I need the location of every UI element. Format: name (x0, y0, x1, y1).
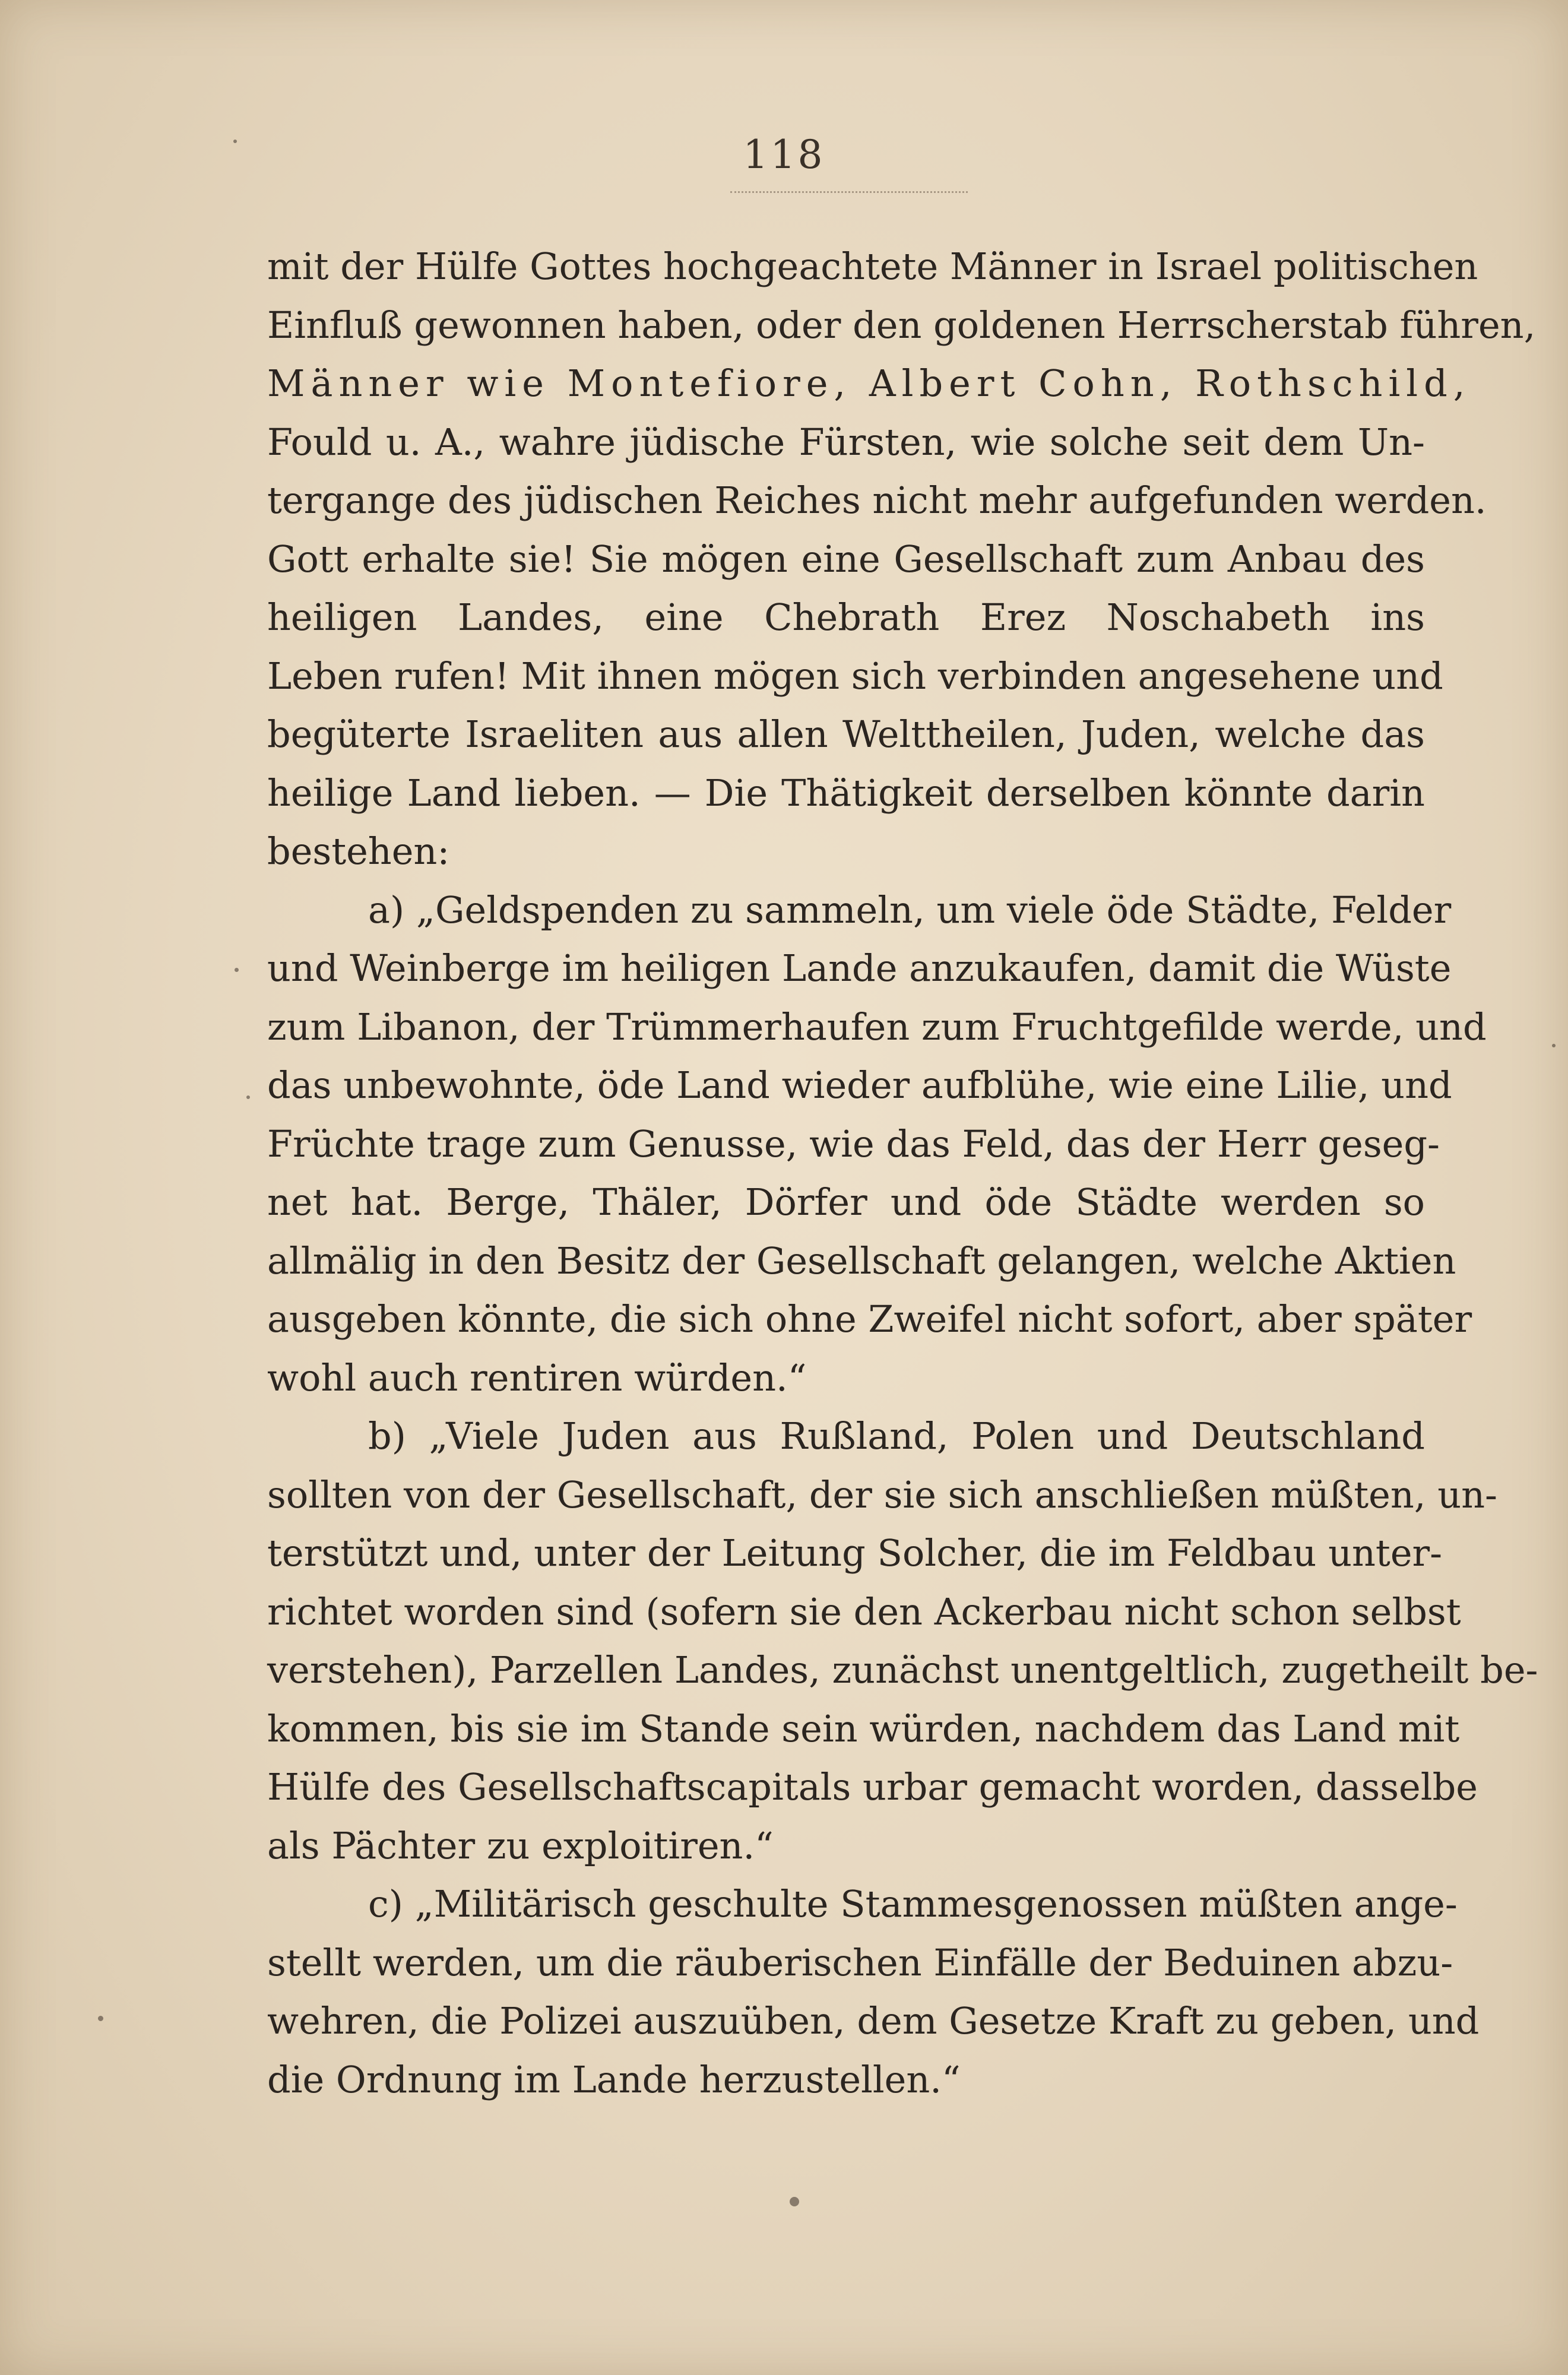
text-line: wehren, die Polizei auszuüben, dem Gesetze Kraft zu geben, und (267, 1999, 1480, 2042)
page-number: 118 (743, 132, 825, 178)
text-line: tergange des jüdischen Reiches nicht mehr aufgefunden werden. (267, 479, 1487, 522)
text-line: verstehen), Parzellen Landes, zunächst unentgeltlich, zugetheilt be- (267, 1648, 1538, 1692)
text-line: das unbewohnte, öde Land wieder aufblühe, wie eine Lilie, und (267, 1063, 1452, 1107)
header-rule (730, 191, 968, 193)
text-line: kommen, bis sie im Stande sein würden, nachdem das Land mit (267, 1706, 1460, 1750)
text-line: Gott erhalte sie! Sie mögen eine Gesellschaft zum Anbau des (267, 537, 1425, 581)
text-line: c) „Militärisch geschulte Stammesgenossen müßten ange- (368, 1882, 1458, 1926)
text-line: heiligen Landes, eine Chebrath Erez Noschabeth ins (267, 596, 1425, 639)
text-line: b) „Viele Juden aus Rußland, Polen und Deutschland (368, 1414, 1425, 1458)
text-line: wohl auch rentiren würden.“ (267, 1356, 807, 1399)
paper-speck (235, 968, 239, 972)
text-line: net hat. Berge, Thäler, Dörfer und öde Städte werden so (267, 1180, 1425, 1224)
text-line: bestehen: (267, 829, 450, 873)
text-line: a) „Geldspenden zu sammeln, um viele öde Städte, Felder (368, 888, 1452, 932)
text-line: ausgeben könnte, die sich ohne Zweifel nicht sofort, aber später (267, 1297, 1472, 1341)
text-line: die Ordnung im Lande herzustellen.“ (267, 2057, 961, 2101)
text-line: begüterte Israeliten aus allen Welttheilen, Juden, welche das (267, 712, 1425, 756)
text-line: richtet worden sind (sofern sie den Ackerbau nicht schon selbst (267, 1589, 1461, 1633)
text-line: Leben rufen! Mit ihnen mögen sich verbinden angesehene und (267, 654, 1443, 698)
paper-speck (233, 140, 237, 143)
text-line: Männer wie Montefiore, Albert Cohn, Rothschild, (267, 362, 1471, 405)
text-line: stellt werden, um die räuberischen Einfälle der Beduinen abzu- (267, 1940, 1453, 1984)
text-line: heilige Land lieben. — Die Thätigkeit derselben könnte darin (267, 771, 1425, 815)
paper-speck (1552, 1044, 1556, 1047)
text-line: und Weinberge im heiligen Lande anzukaufen, damit die Wüste (267, 946, 1452, 990)
paper-speck (246, 1095, 250, 1099)
text-line: Einfluß gewonnen haben, oder den goldenen Herrscherstab führen, (267, 303, 1536, 347)
text-line: zum Libanon, der Trümmerhaufen zum Fruchtgefilde werde, und (267, 1005, 1487, 1049)
text-line: terstützt und, unter der Leitung Solcher, die im Feldbau unter- (267, 1531, 1443, 1575)
text-line: allmälig in den Besitz der Gesellschaft gelangen, welche Aktien (267, 1239, 1456, 1282)
text-line: Fould u. A., wahre jüdische Fürsten, wie solche seit dem Un- (267, 420, 1425, 464)
text-line: sollten von der Gesellschaft, der sie sich anschließen müßten, un- (267, 1472, 1498, 1516)
paper-speck (790, 2197, 799, 2206)
text-line: mit der Hülfe Gottes hochgeachtete Männer in Israel politischen (267, 245, 1478, 288)
text-line: Früchte trage zum Genusse, wie das Feld, das der Herr geseg- (267, 1122, 1440, 1166)
text-line: Hülfe des Gesellschaftscapitals urbar gemacht worden, dasselbe (267, 1765, 1478, 1809)
text-line: als Pächter zu exploitiren.“ (267, 1823, 774, 1867)
body-text (267, 238, 1538, 2109)
paper-speck (98, 2016, 103, 2021)
